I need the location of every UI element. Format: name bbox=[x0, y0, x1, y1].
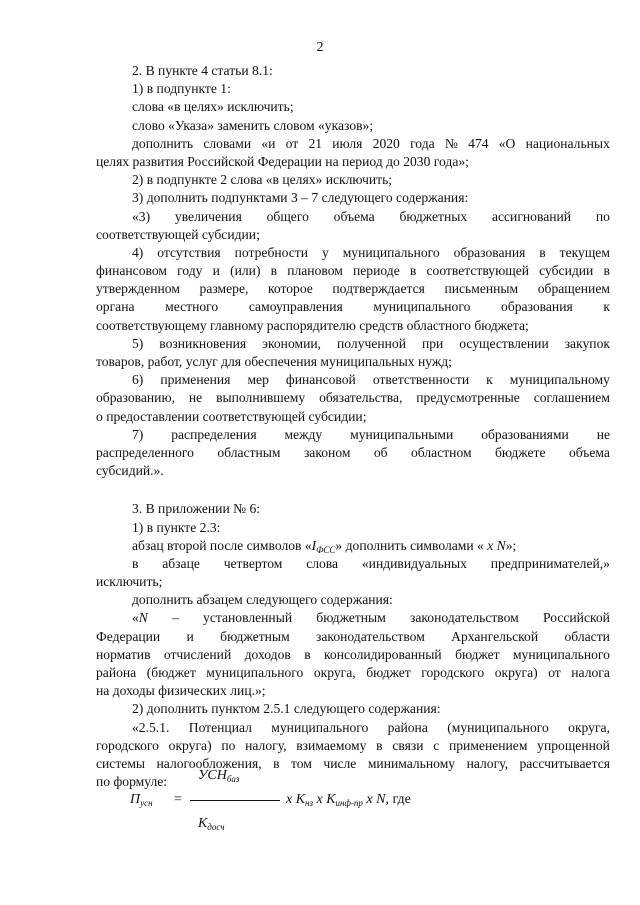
text-line: исключить; bbox=[96, 574, 163, 590]
text-line: финансовом году и (или) в плановом периоде в соответствующей субсидии в bbox=[96, 263, 610, 279]
text-line: «2.5.1. Потенциал муниципального района (муниципального округа, bbox=[132, 719, 610, 735]
text-line: соответствующему главному распорядителю средств областного бюджета; bbox=[96, 317, 529, 333]
text-line: 1) в подпункте 1: bbox=[132, 81, 231, 97]
text-line: органа местного самоуправления муниципального образования к bbox=[96, 299, 610, 315]
text-line: распределенного областным законом об областном бюджете объема bbox=[96, 444, 610, 460]
formula-numerator: $УСН_{баз}$ bbox=[198, 768, 240, 784]
text-line: «N – установленный бюджетным законодательством Российской bbox=[132, 610, 610, 626]
text-line: образованию, не выполнившему обязательства, предусмотренные соглашением bbox=[96, 390, 610, 406]
text-line: 2) дополнить пунктом 2.5.1 следующего содержания: bbox=[132, 701, 441, 717]
text-line: в абзаце четвертом слова «индивидуальных предпринимателей,» bbox=[132, 555, 610, 571]
text-line: 1) в пункте 2.3: bbox=[132, 519, 221, 535]
text-line: целях развития Российской Федерации на период до 2030 года»; bbox=[96, 153, 469, 169]
text-line: городского округа) по налогу, взимаемому в связи с применением упрощенной bbox=[96, 737, 610, 753]
text-line: на доходы физических лиц.»; bbox=[96, 683, 266, 699]
usn-formula bbox=[130, 768, 430, 838]
text-line: дополнить словами «и от 21 июля 2020 года № 474 «О национальных bbox=[132, 135, 610, 151]
formula-denominator: $К_{досч}$ bbox=[198, 816, 225, 832]
page-number: 2 bbox=[316, 40, 324, 55]
text-line: 2. В пункте 4 статьи 8.1: bbox=[132, 63, 273, 78]
formula-multipliers: х $К_{нз}$ х $К_{инф-пр}$ х N, где bbox=[286, 792, 411, 808]
text-line: системы налогообложения, в том числе минимальному налогу, рассчитывается bbox=[96, 755, 610, 771]
text-line: утвержденном размере, которое подтверждается письменным обращением bbox=[96, 281, 610, 297]
text-line: 6) применения мер финансовой ответственности к муниципальному bbox=[132, 372, 610, 388]
text-line: дополнить абзацем следующего содержания: bbox=[132, 592, 393, 608]
fraction-bar bbox=[190, 800, 280, 801]
text-line: района (бюджет муниципального округа, бюджет городского округа) от налога bbox=[96, 665, 610, 680]
text-line: 2) в подпункте 2 слова «в целях» исключить; bbox=[132, 172, 393, 188]
text-line: 3. В приложении № 6: bbox=[132, 501, 261, 517]
document-body bbox=[96, 62, 610, 791]
text-line: «3) увеличения общего объема бюджетных ассигнований по bbox=[132, 208, 610, 224]
text-line: норматив отчислений доходов в консолидированный бюджет муниципального bbox=[96, 646, 610, 662]
text-line: слова «в целях» исключить; bbox=[132, 99, 294, 115]
text-line: 5) возникновения экономии, полученной при осуществлении закупок bbox=[132, 335, 610, 351]
paragraph-gap bbox=[96, 480, 610, 500]
formula-lhs: $П_{усн}$ bbox=[130, 792, 153, 808]
text-line: абзац второй после символов «$I_{ФСС}$» дополнить символами « х N»; bbox=[132, 537, 517, 555]
text-line: Федерации и бюджетным законодательством Архангельской области bbox=[96, 628, 610, 644]
text-line: соответствующей субсидии; bbox=[96, 226, 260, 242]
text-line: 4) отсутствия потребности у муниципального образования в текущем bbox=[132, 244, 610, 260]
text-line: товаров, работ, услуг для обеспечения муниципальных нужд; bbox=[96, 354, 452, 369]
text-line: по формуле: bbox=[96, 774, 168, 790]
text-line: 3) дополнить подпунктами 3 – 7 следующего содержания: bbox=[132, 190, 469, 206]
formula-equals: = bbox=[174, 792, 182, 807]
text-line: слово «Указа» заменить словом «указов»; bbox=[132, 117, 374, 133]
text-line: субсидий.». bbox=[96, 463, 164, 479]
text-line: о предоставлении соответствующей субсидии; bbox=[96, 408, 367, 424]
text-line: 7) распределения между муниципальными образованиями не bbox=[132, 426, 610, 442]
